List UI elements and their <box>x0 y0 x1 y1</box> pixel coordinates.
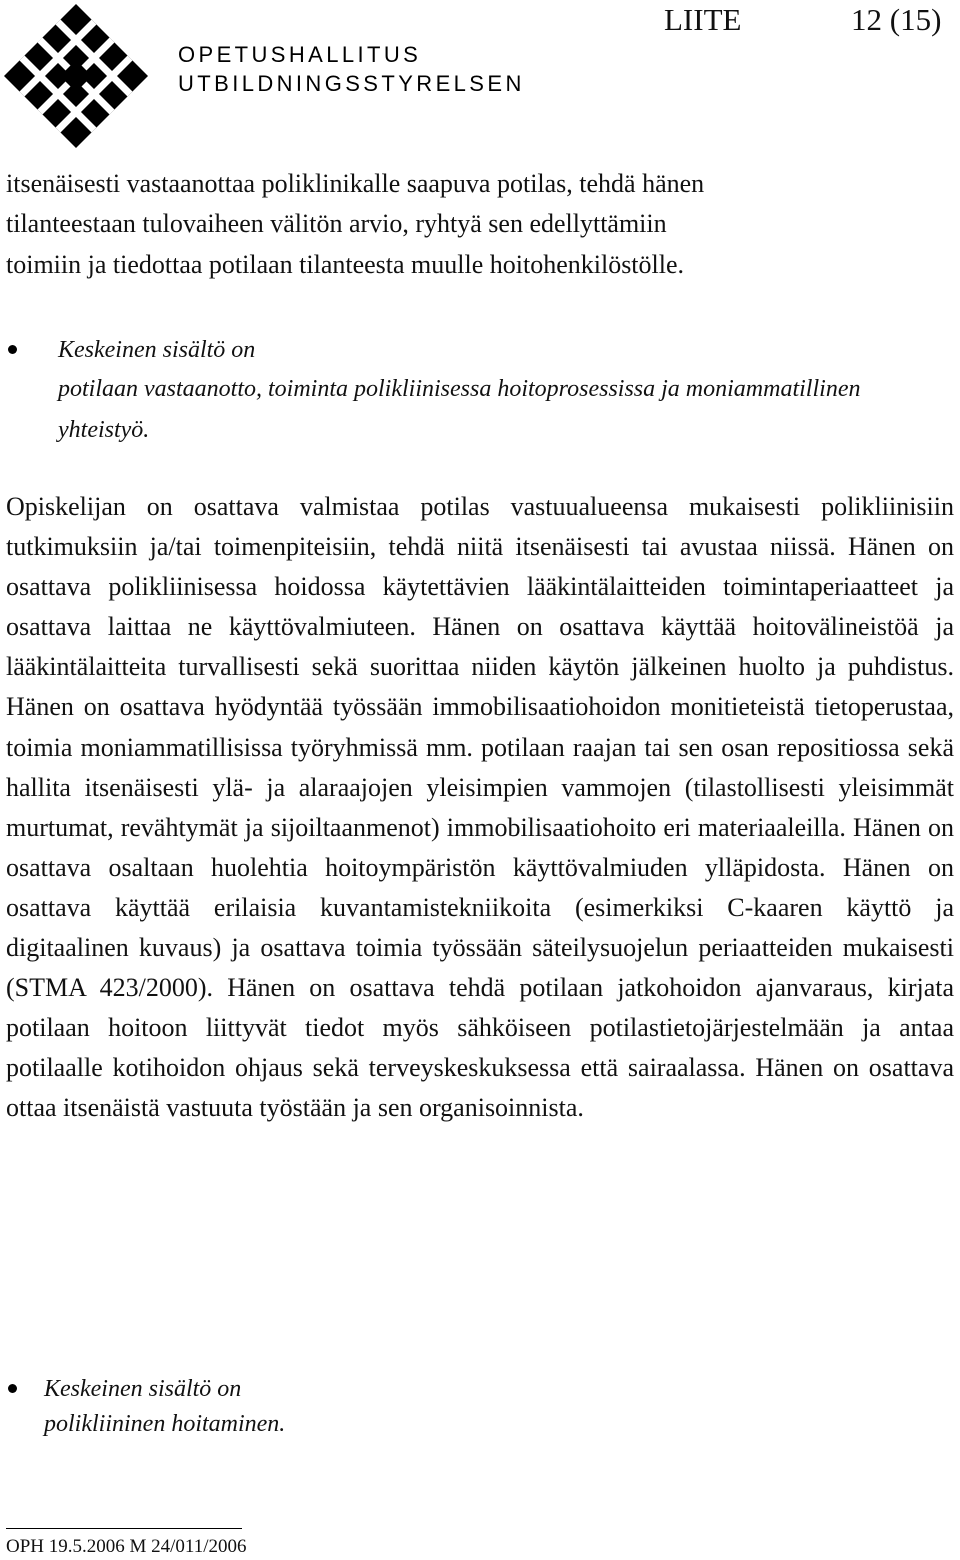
intro-line-1: itsenäisesti vastaanottaa poliklinikalle saapuva potilas, tehdä hänen <box>6 169 705 198</box>
bullet-icon <box>8 1384 17 1393</box>
main-paragraph: Opiskelijan on osattava valmistaa potilas vastuualueensa mukaisesti polikliinisiin tutkimuksiin ja/tai toimenpiteisiin, tehdä niitä itsenäisesti tai avustaa niissä. Hänen on osattava polikliinisessa hoidossa käytettävien lääkintälaitteiden toimintaperiaatteet ja osattava laittaa ne käyttövalmiuteen. Hänen on osattava käyttää hoitovälineistöä ja lääkintälaitteita turvallisesti sekä suorittaa niiden käytön jälkeinen huolto ja puhdistus. Hänen on osattava hyödyntää työssään immobilisaatiohoidon monitieteistä tietoperustaa, toimia moniammatillisissa työryhmissä mm. potilaan raajan tai sen osan repositiossa sekä hallita itsenäisesti ylä- ja alaraajojen yleisimpien vammojen (tilastollisesti yleisimmät murtumat, revähtymät ja sijoiltaanmenot) immobilisaatiohoito eri materiaaleilla. Hänen on osattava osaltaan huolehtia hoitoympäristön käyttövalmiuden ylläpidosta. Hänen on osattava käyttää erilaisia kuvantamistekniikoita (esimerkiksi C-kaaren käyttö ja digitaalinen kuvaus) ja osattava toimia työssään säteilysuojelun periaatteiden mukaisesti (STMA 423/2000). Hänen on osattava tehdä potilaan jatkohoidon ajanvaraus, kirjata potilaan hoitoon liittyvät tiedot myös sähköiseen potilastietojärjestelmään ja antaa potilaalle kotihoidon ohjaus sekä terveyskeskuksessa että sairaalassa. Hänen on osattava ottaa itsenäistä vastuuta työstään ja sen organisoinnista. <box>6 492 954 1123</box>
bullet1-line-2: yhteistyö. <box>58 417 150 443</box>
opetushallitus-logo <box>2 2 150 150</box>
organization-name-swedish: UTBILDNINGSSTYRELSEN <box>178 71 525 96</box>
document-label: LIITE <box>664 2 742 37</box>
bullet2-line-1: polikliininen hoitaminen. <box>44 1411 286 1437</box>
page-number: 12 (15) <box>851 2 942 37</box>
intro-line-3: toimiin ja tiedottaa potilaan tilanteesta muulle hoitohenkilöstölle. <box>6 250 685 279</box>
intro-line-2: tilanteestaan tulovaiheen välitön arvio, ryhtyä sen edellyttämiin <box>6 209 667 238</box>
bullet-icon <box>8 345 17 354</box>
organization-name-finnish: OPETUSHALLITUS <box>178 42 422 67</box>
bullet1-line-1: potilaan vastaanotto, toiminta polikliinisessa hoitoprosessissa ja moniammatillinen <box>58 376 861 402</box>
bullet1-heading: Keskeinen sisältö on <box>58 337 256 363</box>
bullet2-heading: Keskeinen sisältö on <box>44 1376 242 1402</box>
footer-reference: OPH 19.5.2006 M 24/011/2006 <box>6 1536 247 1557</box>
footer-rule <box>6 1528 242 1529</box>
